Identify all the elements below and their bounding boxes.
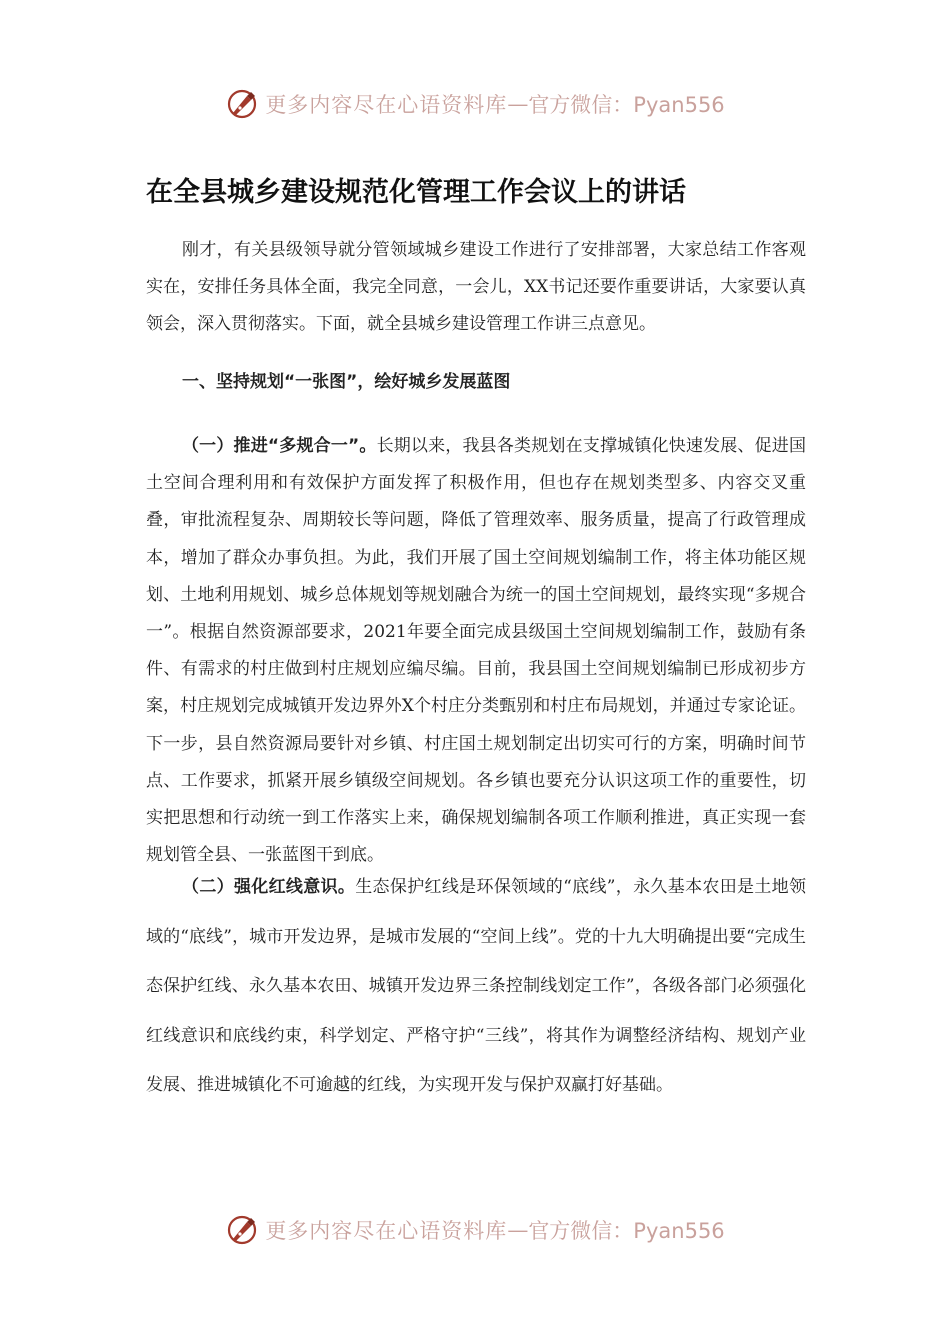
- watermark-wechat-text: 官方微信：Pyan556: [528, 93, 725, 117]
- section-1-heading: 一、坚持规划“一张图”，绘好城乡发展蓝图: [182, 372, 511, 392]
- pen-nib-circle-icon: [225, 1213, 259, 1247]
- subsection-2-title: （二）强化红线意识。: [182, 877, 356, 897]
- intro-paragraph: 刚才，有关县级领导就分管领域城乡建设工作进行了安排部署，大家总结工作客观实在，安排任务具体全面，我完全同意，一会儿，XX书记还要作重要讲话，大家要认真领会，深入贯彻落实。下面，就全县城乡建设管理工作讲三点意见。: [146, 240, 806, 334]
- pen-nib-circle-icon: [225, 87, 259, 121]
- watermark-banner-top: [0, 84, 950, 124]
- document-title: 在全县城乡建设规范化管理工作会议上的讲话: [146, 177, 686, 208]
- watermark-separator: —: [507, 92, 529, 116]
- watermark-banner-bottom: [0, 1210, 950, 1250]
- watermark-separator: —: [507, 1218, 529, 1242]
- subsection-1-paragraph: [146, 428, 806, 874]
- subsection-2-paragraph: [146, 863, 806, 1111]
- subsection-1-title: （一）推进“多规合一”。: [182, 436, 377, 456]
- watermark-site-text: 更多内容尽在心语资料库: [265, 93, 508, 117]
- watermark-wechat-text: 官方微信：Pyan556: [528, 1219, 725, 1243]
- subsection-1-body: 长期以来，我县各类规划在支撑城镇化快速发展、促进国土空间合理利用和有效保护方面发挥了积极作用，但也存在规划类型多、内容交叉重叠，审批流程复杂、周期较长等问题，降低了管理效率、服务质量，提高了行政管理成本，增加了群众办事负担。为此，我们开展了国土空间规划编制工作，将主体功能区规划、土地利用规划、城乡总体规划等规划融合为统一的国土空间规划，最终实现“多规合一”。根据自然资源部要求，2021年要全面完成县级国土空间规划编制工作，鼓励有条件、有需求的村庄做到村庄规划应编尽编。目前，我县国土空间规划编制已形成初步方案，村庄规划完成城镇开发边界外X个村庄分类甄别和村庄布局规划，并通过专家论证。下一步，县自然资源局要针对乡镇、村庄国土规划制定出切实可行的方案，明确时间节点、工作要求，抓紧开展乡镇级空间规划。各乡镇也要充分认识这项工作的重要性，切实把思想和行动统一到工作落实上来，确保规划编制各项工作顺利推进，真正实现一套规划管全县、一张蓝图干到底。: [146, 436, 806, 866]
- subsection-2-body: 生态保护红线是环保领域的“底线”，永久基本农田是土地领域的“底线”，城市开发边界，是城市发展的“空间上线”。党的十九大明确提出要“完成生态保护红线、永久基本农田、城镇开发边界三条控制线划定工作”，各级各部门必须强化红线意识和底线约束，科学划定、严格守护“三线”，将其作为调整经济结构、规划产业发展、推进城镇化不可逾越的红线，为实现开发与保护双赢打好基础。: [146, 877, 806, 1096]
- watermark-site-text: 更多内容尽在心语资料库: [265, 1219, 508, 1243]
